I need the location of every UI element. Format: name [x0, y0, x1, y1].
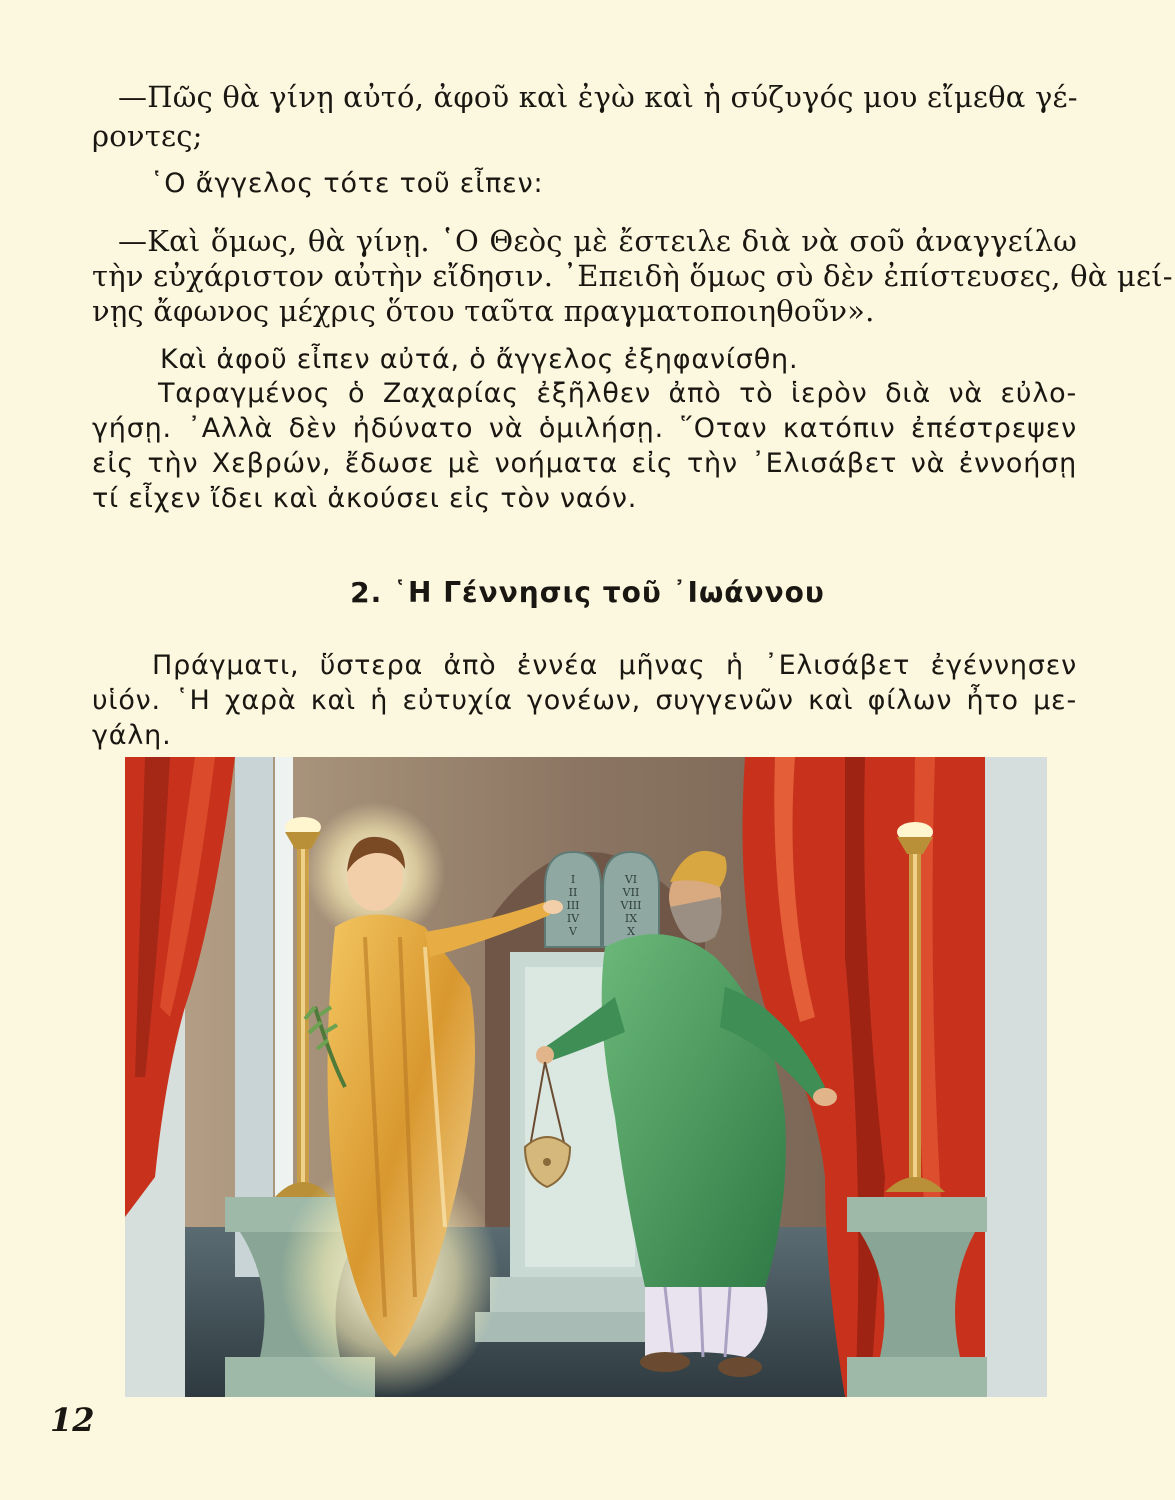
- tablet-left-numeral-3: III: [566, 899, 580, 912]
- paragraph-1-line-2: ροντες;: [92, 119, 203, 153]
- tablet-left-numeral-2: II: [568, 886, 578, 899]
- page-number: 12: [50, 1401, 95, 1439]
- section-heading: 2. ῾Η Γέννησις τοῦ ᾿Ιωάννου: [350, 576, 825, 609]
- illustration-svg: [125, 757, 1047, 1397]
- tablet-right-numeral-1: VI: [624, 873, 638, 886]
- paragraph-3-line-3: νῃς ἄφωνος μέχρις ὅτου ταῦτα πραγματοποιηθοῦν».: [92, 294, 875, 328]
- paragraph-6-line-1: Πράγματι, ὕστερα ἀπὸ ἐννέα μῆνας ἡ ᾿Ελισάβετ ἐγέννησεν: [152, 650, 1077, 681]
- tablet-right-numeral-4: IX: [624, 912, 638, 925]
- illustration-annunciation-to-zacharias: [125, 757, 1047, 1397]
- tablet-left-numeral-5: V: [569, 925, 577, 938]
- tablet-right-numeral-2: VII: [622, 886, 640, 899]
- right-pillar: [985, 757, 1047, 1397]
- paragraph-5-line-3: εἰς τὴν Χεβρών, ἔδωσε μὲ νοήματα εἰς τὴν ᾿Ελισάβετ νὰ ἐννοήσῃ: [92, 448, 1077, 479]
- tablet-left-numeral-1: I: [570, 873, 576, 886]
- paragraph-5-line-2: γήσῃ. ᾿Αλλὰ δὲν ἠδύνατο νὰ ὁμιλήσῃ. ῞Οταν κατόπιν ἐπέστρεψεν: [92, 413, 1077, 444]
- paragraph-4-line-1: Καὶ ἀφοῦ εἶπεν αὐτά, ὁ ἄγγελος ἐξηφανίσθη.: [160, 344, 799, 375]
- paragraph-6-line-3: γάλη.: [92, 720, 172, 751]
- paragraph-3-line-2: τὴν εὐχάριστον αὐτὴν εἴδησιν. ᾿Επειδὴ ὅμως σὺ δὲν ἐπίστευσες, θὰ μεί-: [92, 259, 1173, 293]
- paragraph-2-line-1: ῾Ο ἄγγελος τότε τοῦ εἶπεν:: [150, 168, 544, 199]
- paragraph-5-line-4: τί εἶχεν ἴδει καὶ ἀκούσει εἰς τὸν ναόν.: [92, 483, 638, 514]
- tablet-right-numeral-5: X: [627, 925, 635, 938]
- paragraph-1-line-1: —Πῶς θὰ γίνῃ αὐτό, ἀφοῦ καὶ ἐγὼ καὶ ἡ σύζυγός μου εἴμεθα γέ-: [118, 80, 1078, 114]
- paragraph-3-line-1: —Καὶ ὅμως, θὰ γίνῃ. ῾Ο Θεὸς μὲ ἔστειλε διὰ νὰ σοῦ ἀναγγείλω: [118, 224, 1077, 258]
- paragraph-5-line-1: Ταραγμένος ὁ Ζαχαρίας ἐξῆλθεν ἀπὸ τὸ ἱερὸν διὰ νὰ εὐλο-: [158, 378, 1077, 409]
- paragraph-6-line-2: υἱόν. ῾Η χαρὰ καὶ ἡ εὐτυχία γονέων, συγγενῶν καὶ φίλων ἦτο με-: [92, 685, 1077, 716]
- tablet-left-numeral-4: IV: [566, 912, 580, 925]
- tablet-right-numeral-3: VIII: [620, 899, 642, 912]
